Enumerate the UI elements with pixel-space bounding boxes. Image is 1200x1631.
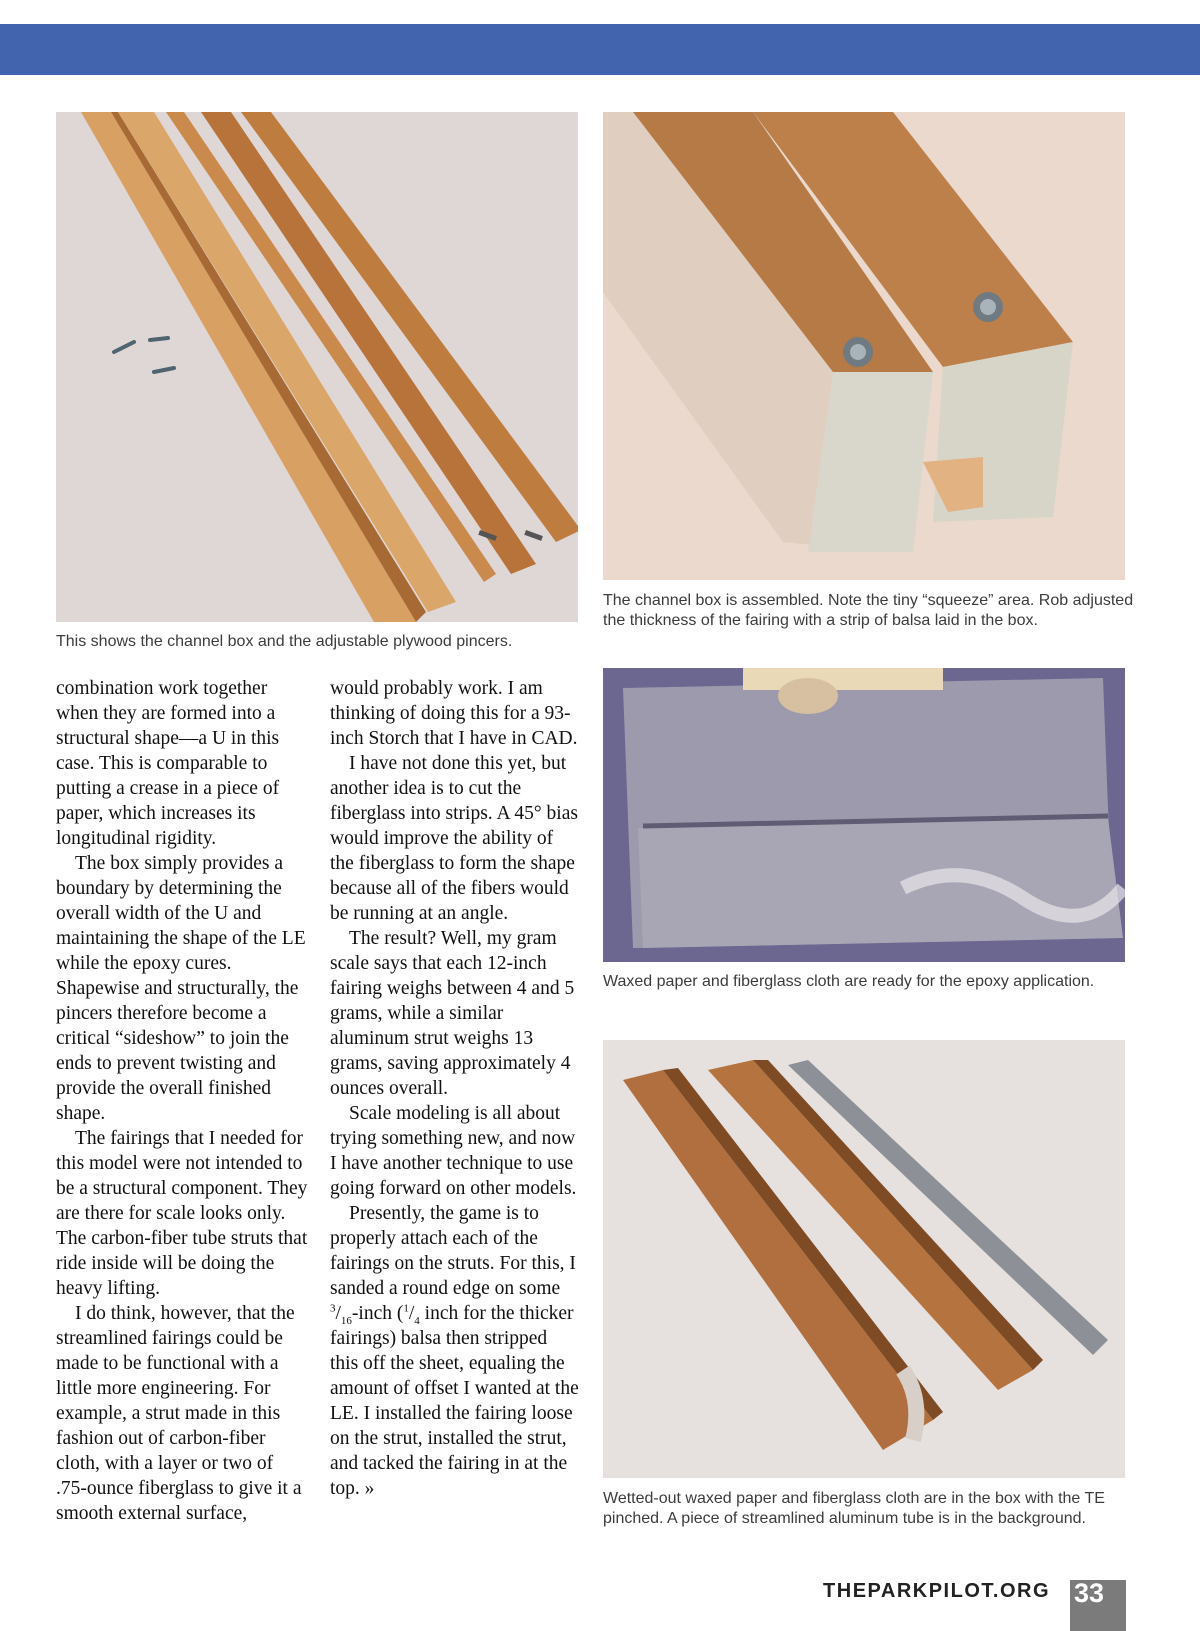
- paragraph: The fairings that I needed for this model were not intended to be a structural component. They are there for scale looks only. The carbon-fiber tube struts that ride inside will be doing the heavy lifting.: [56, 1128, 308, 1299]
- paragraph: I do think, however, that the streamlined fairings could be made to be functional with a little more engineering. For example, a strut made in this fashion out of carbon-fiber cloth, with a layer or two of .75-ounce fiberglass to give it a smooth external surface,: [56, 1303, 302, 1524]
- fraction-denominator: 16: [340, 1314, 352, 1327]
- article-column-1: [56, 676, 308, 1526]
- paragraph: Scale modeling is all about trying something new, and now I have another technique to use going forward on other models.: [330, 1103, 577, 1199]
- caption-photo-1: This shows the channel box and the adjustable plywood pincers.: [56, 633, 513, 650]
- paragraph: would probably work. I am thinking of doing this for a 93-inch Storch that I have in CAD.: [330, 678, 578, 749]
- text-run: inch for the thicker fairings) balsa then stripped this off the sheet, equaling the amount of offset I wanted at the LE. I installed the fairing loose on the strut, installed the strut, and tacked the fairing in at the top. »: [330, 1303, 579, 1499]
- photo-channel-box-pincers: [56, 112, 578, 622]
- paragraph: combination work together when they are formed into a structural shape—a U in this case. This is comparable to putting a crease in a piece of paper, which increases its longitudinal rigidity.: [56, 678, 280, 849]
- photo-wetted-out-box: [603, 1040, 1125, 1478]
- photo-assembled-channel-box: [603, 112, 1125, 580]
- article-column-2: [330, 676, 580, 1501]
- caption-photo-2: The channel box is assembled. Note the tiny “squeeze” area. Rob adjusted the thickness of the fairing with a strip of balsa laid in the box.: [603, 592, 1134, 629]
- paragraph: Presently, the game is to properly attach each of the fairings on the struts. For this, I sanded a round edge on some $^3/_{16}$-inch ($^1/_4$ inch for the thicker fairings) balsa then stripped this off the sheet, equaling the amount of offset I wanted at the LE. I installed the fairing loose on the strut, installed the strut, and tacked the fairing in at the top. »: [330, 1203, 579, 1499]
- paragraph: The box simply provides a boundary by determining the overall width of the U and maintaining the shape of the LE while the epoxy cures. Shapewise and structurally, the pincers therefore become a critical “sideshow” to join the ends to prevent twisting and provide the overall finished shape.: [56, 853, 306, 1124]
- text-run: Presently, the game is to properly attach each of the fairings on the struts. For this, I sanded a round edge on some: [330, 1203, 576, 1299]
- paragraph: The result? Well, my gram scale says that each 12-inch fairing weighs between 4 and 5 grams, while a similar aluminum strut weighs 13 grams, saving approximately 4 ounces overall.: [330, 928, 575, 1099]
- fraction-numerator: 3: [330, 1302, 336, 1315]
- caption-photo-3: Waxed paper and fiberglass cloth are ready for the epoxy application.: [603, 973, 1095, 990]
- text-run: -inch (: [351, 1303, 404, 1324]
- footer-site-name: THEPARKPILOT.ORG: [823, 1580, 1050, 1602]
- paragraph: I have not done this yet, but another idea is to cut the fiberglass into strips. A 45° bias would improve the ability of the fiberglass to form the shape because all of the fibers would be running at an angle.: [330, 753, 578, 924]
- page-number: 33: [1070, 1580, 1126, 1631]
- photo-waxed-paper-fiberglass: [603, 668, 1125, 962]
- fraction-numerator: 1: [403, 1302, 409, 1315]
- fraction-denominator: 4: [414, 1314, 420, 1327]
- caption-photo-4: Wetted-out waxed paper and fiberglass cloth are in the box with the TE pinched. A piece of streamlined aluminum tube is in the background.: [603, 1490, 1105, 1527]
- header-color-bar: [0, 24, 1200, 75]
